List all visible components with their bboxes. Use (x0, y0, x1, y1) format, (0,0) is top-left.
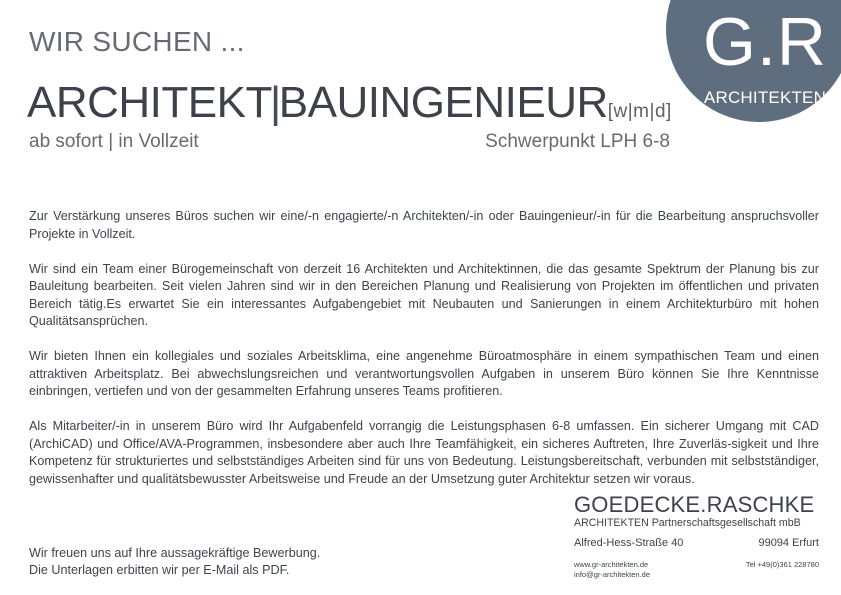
address-street: Alfred-Hess-Straße 40 (574, 537, 684, 549)
employment-terms: ab sofort | in Vollzeit (29, 131, 199, 152)
phone-number: Tel +49(0)361 228780 (745, 560, 819, 569)
job-title-engineer: BAUINGENIEUR (278, 78, 608, 127)
job-title (27, 78, 672, 137)
logo-subtitle: ARCHITEKTEN (703, 88, 827, 107)
focus-area: Schwerpunkt LPH 6-8 (485, 131, 670, 152)
kicker-heading: WIR SUCHEN ... (29, 26, 245, 57)
website-link[interactable]: www.gr-architekten.de (574, 560, 649, 569)
paragraph-offer: Wir bieten Ihnen ein kollegiales und soziales Arbeitsklima, eine angenehme Büroatmosphäre in einem sympathischen Team und einen attraktiven Arbeitsplatz. Bei abwechslungsreichen und verantwortungsvollen Aufgaben in unserem Büro können Sie Ihre Kenntnisse einbringen, vertiefen und von der gesammelten Erfahrung unseres Teams profitieren. (29, 349, 819, 398)
firm-name: GOEDECKE.RASCHKE (574, 492, 815, 517)
paragraph-intro: Zur Verstärkung unseres Büros suchen wir eine/-n engagierte/-n Architekten/-in oder Bauingenieur/-in für die Bearbeitung anspruchsvoller Projekte in Vollzeit. (29, 209, 819, 241)
email-link[interactable]: info@gr-architekten.de (574, 570, 650, 579)
address-city: 99094 Erfurt (758, 537, 819, 549)
closing-line-1: Wir freuen uns auf Ihre aussagekräftige Bewerbung. (29, 546, 321, 560)
closing-note (29, 545, 369, 579)
paragraph-requirements: Als Mitarbeiter/-in in unserem Büro wird Ihr Aufgabenfeld vorrangig die Leistungsphasen 6-8 umfassen. Ein sicherer Umgang mit CAD (ArchiCAD) und Office/AVA-Programmen, insbesondere aber auch Ihre Teamfähigkeit, ein sicheres Auftreten, Ihre Zuverläs-sigkeit und Ihre Kompetenz für strukturiertes und selbstständiges Arbeiten sind für uns von Bedeutung. Leistungsbereitschaft, verbunden mit selbstständiger, gewissenhafter und qualitätsbewusster Arbeitsweise und Freude an der Umsetzung guter Architektur setzen wir voraus. (29, 419, 819, 486)
job-description (29, 208, 819, 506)
gender-suffix: [w|m|d] (607, 101, 672, 122)
closing-line-2: Die Unterlagen erbitten wir per E-Mail als PDF. (29, 563, 290, 577)
job-title-separator: | (269, 78, 281, 127)
firm-description: ARCHITEKTEN Partnerschaftsgesellschaft mbB (574, 517, 801, 529)
paragraph-team: Wir sind ein Team einer Bürogemeinschaft von derzeit 16 Architekten und Architektinnen, die das gesamte Spektrum der Planung bis zur Bauleitung bearbeiten. Seit vielen Jahren sind wir in den Bereichen Planung und Realisierung von Projekten im öffentlichen und privaten Bereich tätig.Es erwartet Sie ein interessantes Aufgabengebiet mit Neubauten und Sanierungen in einem Architekturbüro mit hohen Qualitätsansprüchen. (29, 261, 819, 328)
logo-mark: G.R (703, 4, 827, 80)
job-title-architect: ARCHITEKT (27, 78, 272, 127)
